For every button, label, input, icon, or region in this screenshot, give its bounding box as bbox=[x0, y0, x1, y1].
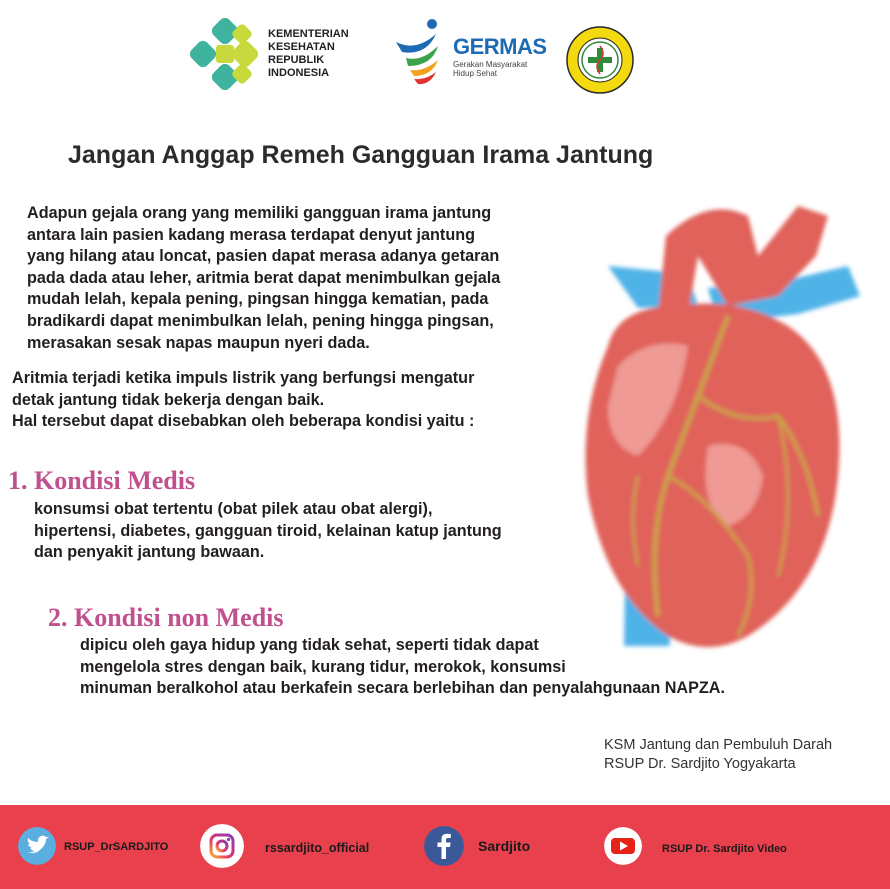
kondisi-medis-line: hipertensi, diabetes, gangguan tiroid, kelainan katup jantung bbox=[34, 521, 502, 540]
kondisi-medis-line: dan penyakit jantung bawaan. bbox=[34, 543, 265, 562]
twitter-handle[interactable]: RSUP_DrSARDJITO bbox=[64, 841, 169, 853]
rs-sardjito-seal bbox=[566, 26, 634, 94]
kondisi-medis-heading: 1. Kondisi Medis bbox=[8, 466, 196, 495]
kondisi-non-medis-heading: 2. Kondisi non Medis bbox=[48, 603, 284, 632]
social-footer bbox=[0, 805, 890, 889]
kondisi-non-medis-body bbox=[80, 635, 725, 700]
credit-department: KSM Jantung dan Pembuluh Darah bbox=[604, 737, 833, 753]
intro-line: pada dada atau leher, aritmia berat dapat menimbulkan gejala bbox=[27, 268, 501, 287]
kondisi-medis-body bbox=[34, 499, 502, 564]
instagram-handle[interactable]: rssardjito_official bbox=[265, 841, 370, 855]
youtube-icon[interactable] bbox=[604, 827, 642, 865]
intro-line: mudah lelah, kepala pening, pingsan hingga kematian, pada bbox=[27, 290, 489, 309]
germas-subtitle: Gerakan Masyarakat Hidup Sehat bbox=[453, 60, 528, 78]
aritmia-line: detak jantung tidak bekerja dengan baik. bbox=[12, 390, 325, 409]
instagram-icon[interactable] bbox=[200, 824, 244, 868]
germas-logo bbox=[392, 16, 452, 86]
kondisi-medis-line: konsumsi obat tertentu (obat pilek atau obat alergi), bbox=[34, 500, 433, 518]
aritmia-line: Aritmia terjadi ketika impuls listrik yang berfungsi mengatur bbox=[12, 369, 475, 387]
page-title: Jangan Anggap Remeh Gangguan Irama Jantung bbox=[68, 141, 654, 169]
cause-line: Hal tersebut dapat disebabkan oleh beberapa kondisi yaitu : bbox=[12, 412, 475, 430]
heart-illustration bbox=[548, 196, 868, 658]
credit-hospital: RSUP Dr. Sardjito Yogyakarta bbox=[604, 756, 796, 772]
intro-paragraph bbox=[27, 203, 500, 354]
kondisi-non-medis-line: minuman beralkohol atau berkafein secara berlebihan dan penyalahgunaan NAPZA. bbox=[80, 679, 725, 698]
kemenkes-logo bbox=[190, 18, 260, 90]
credit bbox=[604, 736, 832, 774]
kondisi-non-medis-line: dipicu oleh gaya hidup yang tidak sehat, seperti tidak dapat bbox=[80, 636, 539, 654]
youtube-channel[interactable]: RSUP Dr. Sardjito Video bbox=[662, 843, 787, 855]
germas-title: GERMAS bbox=[453, 34, 547, 59]
aritmia-paragraph bbox=[12, 368, 474, 411]
kemenkes-text: KEMENTERIAN KESEHATAN REPUBLIK INDONESIA bbox=[268, 28, 349, 79]
kondisi-non-medis-line: mengelola stres dengan baik, kurang tidur, merokok, konsumsi bbox=[80, 657, 566, 676]
facebook-handle[interactable]: Sardjito bbox=[478, 838, 531, 854]
intro-line: Adapun gejala orang yang memiliki gangguan irama jantung bbox=[27, 204, 492, 222]
intro-line: bradikardi dapat menimbulkan lelah, pening hingga pingsan, bbox=[27, 311, 494, 330]
intro-line: antara lain pasien kadang merasa terdapat denyut jantung bbox=[27, 225, 475, 244]
intro-line: merasakan sesak napas maupun nyeri dada. bbox=[27, 333, 370, 352]
intro-line: yang hilang atau loncat, pasien dapat merasa adanya getaran bbox=[27, 247, 500, 266]
twitter-icon[interactable] bbox=[18, 827, 56, 865]
facebook-icon[interactable] bbox=[424, 826, 464, 866]
